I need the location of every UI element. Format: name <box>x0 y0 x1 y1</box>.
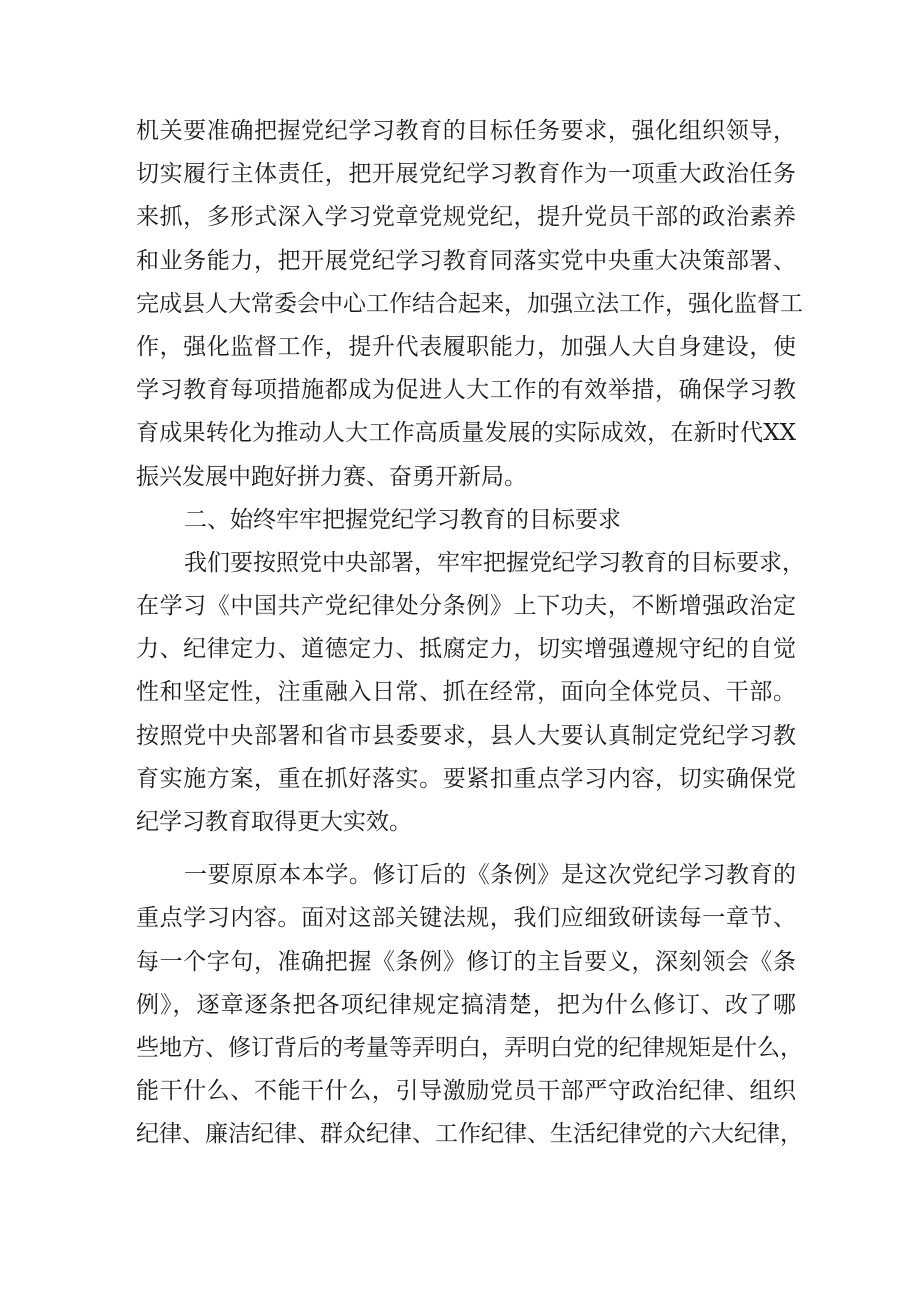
document-body <box>136 110 805 1157</box>
paragraph-spacer <box>136 844 796 854</box>
text-line: 育成果转化为推动人大工作高质量发展的实际成效，在新时代XX <box>136 420 796 447</box>
paragraph-2 <box>136 542 805 844</box>
text-line: 学习教育每项措施都成为促进人大工作的有效举措，确保学习教 <box>136 377 796 404</box>
heading-text: 二、始终牢牢把握党纪学习教育的目标要求 <box>184 506 621 533</box>
text-line: 例》，逐章逐条把各项纪律规定搞清楚，把为什么修订、改了哪 <box>136 991 796 1018</box>
text-line: 机关要准确把握党纪学习教育的目标任务要求，强化组织领导， <box>136 118 796 144</box>
text-line: 每一个字句，准确把握《条例》修订的主旨要义，深刻领会《条 <box>136 948 796 975</box>
text-line: 来抓，多形式深入学习党章党规党纪，提升党员干部的政治素养 <box>136 204 796 231</box>
paragraph-1 <box>136 110 803 499</box>
text-line: 在学习《中国共产党纪律处分条例》上下功夫，不断增强政治定 <box>136 593 796 620</box>
text-line: 力、纪律定力、道德定力、抵腐定力，切实增强遵规守纪的自觉 <box>136 636 796 663</box>
text-line: 振兴发展中跑好拼力赛、奋勇开新局。 <box>136 463 527 490</box>
text-line: 切实履行主体责任，把开展党纪学习教育作为一项重大政治任务 <box>136 161 796 188</box>
text-line: 育实施方案，重在抓好落实。要紧扣重点学习内容，切实确保党 <box>136 765 796 792</box>
paragraph-3 <box>136 854 803 1156</box>
text-line: 能干什么、不能干什么，引导激励党员干部严守政治纪律、组织 <box>136 1078 796 1105</box>
text-line: 完成县人大常委会中心工作结合起来，加强立法工作，强化监督工 <box>136 290 803 317</box>
text-line: 作，强化监督工作，提升代表履职能力，加强人大自身建设，使 <box>136 333 796 360</box>
section-heading <box>136 499 796 542</box>
text-line: 重点学习内容。面对这部关键法规，我们应细致研读每一章节、 <box>136 905 796 932</box>
text-line: 性和坚定性，注重融入日常、抓在经常，面向全体党员、干部。 <box>136 679 796 706</box>
text-line: 一要原原本本学。修订后的《条例》是这次党纪学习教育的 <box>184 862 796 889</box>
text-line: 纪学习教育取得更大实效。 <box>136 809 412 835</box>
text-line: 些地方、修订背后的考量等弄明白，弄明白党的纪律规矩是什么， <box>136 1034 803 1061</box>
text-line: 我们要按照党中央部署，牢牢把握党纪学习教育的目标要求， <box>184 549 805 576</box>
text-line: 纪律、廉洁纪律、群众纪律、工作纪律、生活纪律党的六大纪律， <box>136 1121 803 1148</box>
text-line: 和业务能力，把开展党纪学习教育同落实党中央重大决策部署、 <box>136 247 796 274</box>
text-line: 按照党中央部署和省市县委要求，县人大要认真制定党纪学习教 <box>136 722 796 749</box>
